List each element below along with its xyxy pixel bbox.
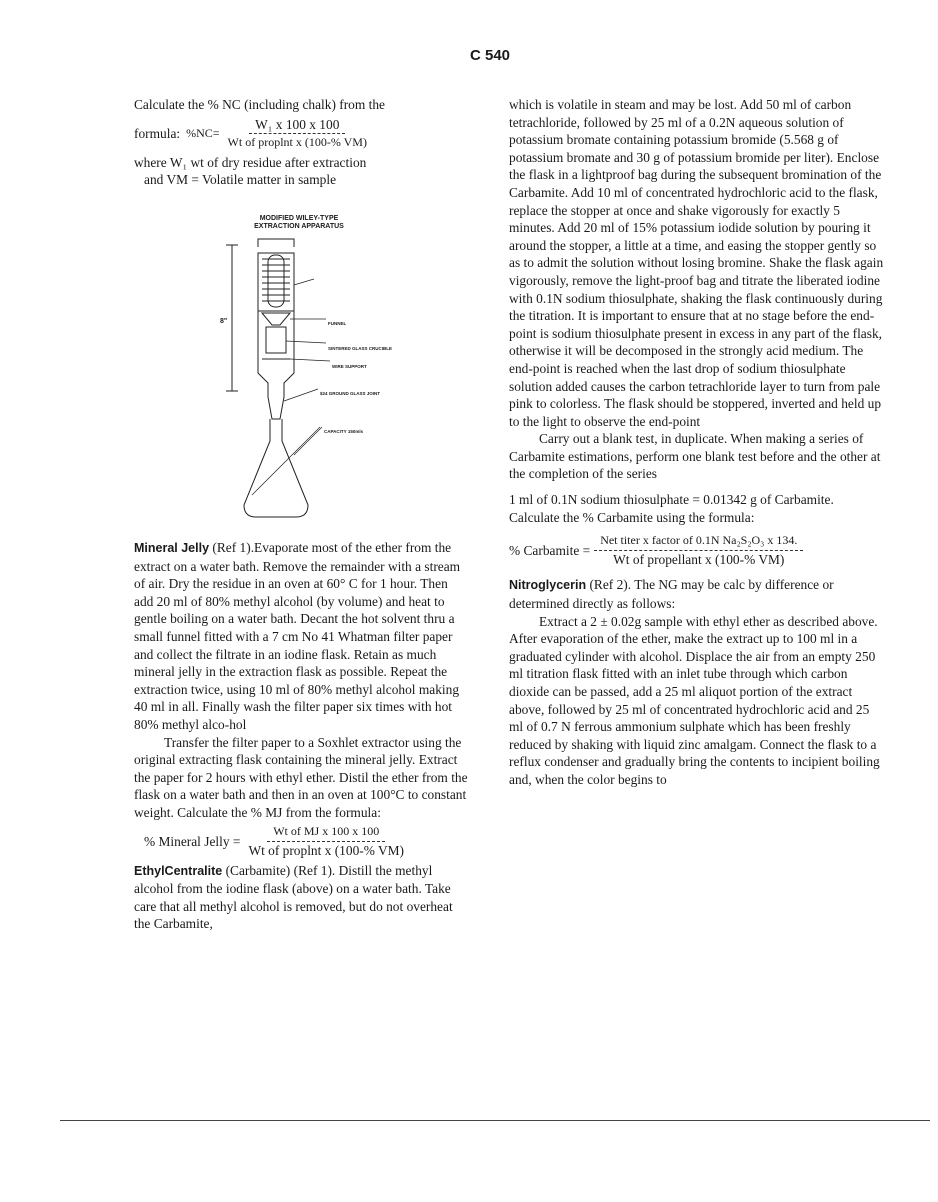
mineral-jelly-text: (Ref 1).Evaporate most of the ether from the extract on a water bath. Remove the remainder with a stream of air. Dry the residue in an oven at 60° C for 1 hour. Then add 20 ml of 80% methyl alcohol (by volume) and heat to gentle boiling on a water bath. Decant the hot solvent thru a small funnel fitted with a 7 cm No 41 Whatman filter paper and collect the filtrate in an iodine flask. Retain as much mineral jelly in the extraction flask as possible. Repeat the extraction twice, using 10 ml of 80% methyl alcohol making 40 ml in all. Finally wash the filter paper six times with hot 80% methyl alco-hol: [134, 539, 461, 732]
mj-formula: [144, 823, 470, 859]
diagram-title-line-1: MODIFIED WILEY-TYPE: [259, 214, 339, 222]
blank-test-paragraph: Carry out a blank test, in duplicate. When making a series of Carbamite estimations, perform one blank test before and the other at the completion of the series: [509, 431, 881, 482]
carbamite-formula-lhs: % Carbamite =: [509, 542, 591, 558]
condenser-outer: [258, 253, 294, 311]
inlet-tube: [258, 239, 294, 247]
mj-fraction-denominator: Wt of proplnt x (100-% VM): [248, 843, 405, 859]
ethylcentralite-term: EthylCentralite: [134, 863, 223, 878]
mj-formula-lhs: % Mineral Jelly =: [144, 833, 241, 849]
carbamite-fraction-numerator: Net titer x factor of 0.1N Na₂S₂O₃ x 134.: [594, 532, 803, 551]
mineral-jelly-term: Mineral Jelly: [134, 540, 210, 555]
label-ground-joint: $24 GROUND GLASS JOINT: [320, 390, 381, 396]
mj-fraction: [244, 823, 408, 859]
crucible: [266, 327, 286, 353]
nitroglycerin-term: Nitroglycerin: [509, 578, 587, 593]
ethylcentralite-paragraph: [134, 862, 470, 933]
transfer-paragraph: Transfer the filter paper to a Soxhlet extractor using the original extracting flask containing the mineral jelly. Extract the paper for 2 hours with ethyl ether. Distil the ether from the flask on a water bath and then in an oven at 100°C to constant weight. Calculate the % MJ from the formula:: [134, 734, 468, 820]
condenser-coils: [262, 259, 290, 301]
mj-fraction-numerator: Wt of MJ x 100 x 100: [267, 823, 385, 842]
intro-text: Calculate the % NC (including chalk) from the: [134, 97, 385, 112]
nc-fraction: [224, 116, 371, 152]
label-height: 8": [220, 317, 228, 325]
funnel: [262, 313, 290, 325]
thiosulphate-equivalence-paragraph: 1 ml of 0.1N sodium thiosulphate = 0.01342 g of Carbamite. Calculate the % Carbamite using the formula:: [509, 492, 834, 525]
extraction-apparatus-diagram: [134, 205, 470, 535]
fraction-denominator: Wt of proplnt x (100-% VM): [227, 135, 367, 150]
where-line-2: and VM = Volatile matter in sample: [144, 172, 337, 188]
height-dimension: [226, 245, 238, 391]
formula-prefix: formula:: [134, 125, 181, 141]
nitroglycerin-paragraph: [509, 576, 885, 612]
carbamite-formula: [509, 532, 885, 568]
nc-formula: [134, 116, 470, 152]
extraction-chamber: [258, 311, 294, 397]
page-number: C 540: [470, 47, 511, 64]
diagram-title-line-2: EXTRACTION APPARATUS: [254, 222, 344, 230]
label-crucible: SINTERED GLASS CRUCIBLE: [328, 345, 393, 351]
mineral-jelly-paragraph: [134, 539, 470, 734]
left-column: [134, 96, 470, 933]
inner-coil-tube: [268, 255, 284, 307]
ground-joint: [268, 397, 284, 419]
right-column: [509, 96, 885, 789]
ng-extraction-paragraph: Extract a 2 ± 0.02g sample with ethyl ether as described above. After evaporation of the ether, make the extract up to 100 ml in a graduated cylinder with alcohol. Displace the air from an empty 250 ml titration flask fitted with an inlet tube through which carbon dioxide can be passed, add a 25 ml aliquot portion of the extract above, followed by 25 ml of concentrated hydrochloric acid and 25 ml of 0.7 N ferrous ammonium sulphate which has been freshly reduced by shaking with liquid zinc amalgam. Connect the flask to a reflux condenser and gradually bring the contents to incipient boiling and, when the color begins to: [509, 613, 880, 787]
label-wire-support: WIRE SUPPORT: [332, 363, 367, 369]
footer-rule: [60, 1120, 930, 1121]
fraction-numerator: W₁ x 100 x 100: [249, 116, 345, 135]
formula-lhs: %NC=: [186, 125, 220, 140]
nitroglycerin-text: (Ref 2). The NG may be calc by difference or determined directly as follows:: [509, 577, 834, 612]
apparatus-drawing: [134, 205, 470, 535]
where-line-1: where W₁ wt of dry residue after extraction: [134, 154, 367, 170]
ethylcentralite-text: (Carbamite) (Ref 1). Distill the methyl alcohol from the iodine flask (above) on a water bath. Take care that all methyl alcohol is removed, but do not overheat the Carbamite,: [134, 862, 453, 932]
flask: [244, 419, 308, 517]
carbamite-fraction-denominator: Wt of propellant x (100-% VM): [613, 551, 785, 567]
carbamite-fraction: [594, 532, 803, 568]
carbamite-procedure-paragraph: which is volatile in steam and may be lost. Add 50 ml of carbon tetrachloride, followed by 25 ml of a 0.2N aqueous solution of potassium bromate containing potassium bromide (5.568 g of potassium bromate and 30 g of potassium bromide per liter). Enclose the flask in a lightproof bag during the subsequent bromination of the Carbamite. Add 10 ml of concentrated hydrochloric acid to the flask, replace the stopper at once and shake vigorously for exactly 5 minutes. Add 20 ml of 15% potassium iodide solution by pouring it around the stopper, a little at a time, and easing the stopper gently so as to admit the solution without losing bromine. Shake the flask again vigorously, remove the light-proof bag and titrate the liberated iodine with 0.1N sodium thiosulphate, shaking the flask continuously during the titration. It is important to ensure that at no stage before the end-point is sodium thiosulphate present in excess in any part of the flask, otherwise it will be decomposed in the strongly acid medium. The end-point is reached when the last drop of sodium thiosulphate solution added causes the carbon tetrachloride layer to turn from pale pink to colorless. The flask should be stoppered, inverted and held up to the light to observe the end-point: [509, 97, 884, 429]
label-capacity: CAPACITY 150mls: [324, 428, 364, 434]
label-funnel: FUNNEL: [328, 320, 347, 326]
